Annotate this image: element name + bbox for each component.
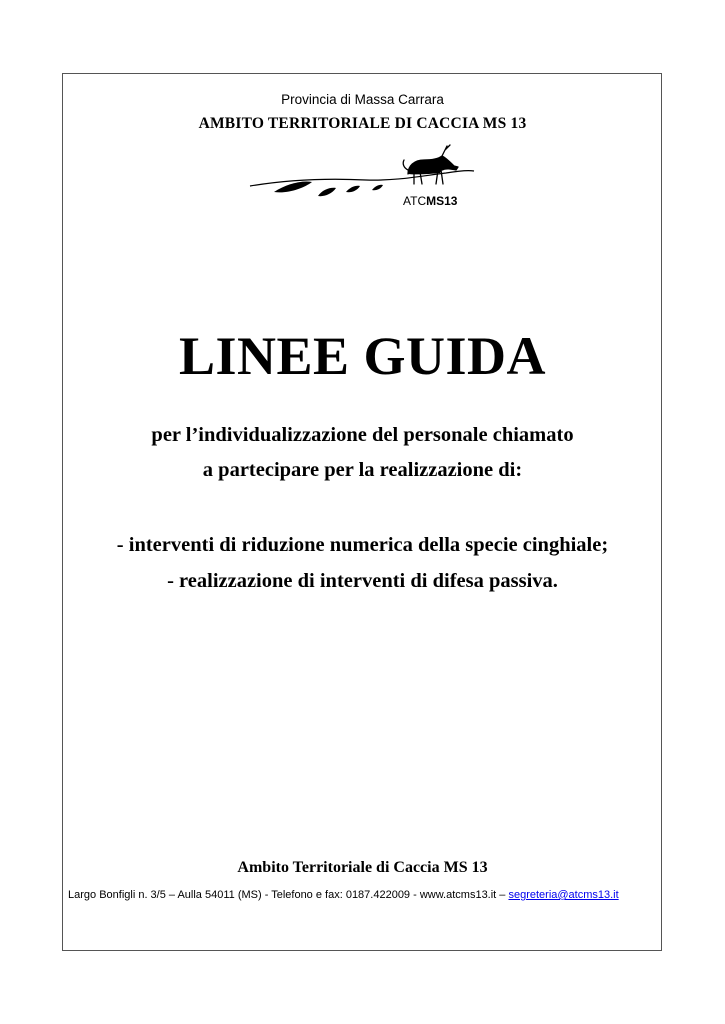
logo-ground-line-icon	[250, 171, 474, 186]
intervention-item-boar-reduction: - interventi di riduzione numerica della specie cinghiale;	[116, 534, 609, 556]
logo-leaf-icon	[346, 186, 360, 193]
document-title: LINEE GUIDA	[178, 326, 547, 386]
footer-address-text: Largo Bonfigli n. 3/5 – Aulla 54011 (MS) - Telefono e fax: 0187.422009 - www.atcms13.it –	[68, 889, 509, 901]
organization-heading: AMBITO TERRITORIALE DI CACCIA MS 13	[198, 115, 527, 132]
subtitle-line-1: per l’individualizzazione del personale chiamato	[151, 424, 574, 446]
province-name: Provincia di Massa Carrara	[281, 92, 444, 107]
logo-text: ATCMS13	[403, 194, 458, 208]
subtitle-line-2: a partecipare per la realizzazione di:	[202, 459, 523, 481]
logo-leaf-icon	[372, 185, 383, 191]
logo-leaf-icon	[274, 181, 312, 192]
footer-contact-line	[68, 889, 619, 901]
logo-leaf-icon	[318, 188, 336, 196]
email-link[interactable]: segreteria@atcms13.it	[508, 889, 619, 901]
footer-organization: Ambito Territoriale di Caccia MS 13	[237, 859, 488, 876]
atc-ms13-logo	[246, 140, 476, 212]
intervention-item-passive-defense: - realizzazione di interventi di difesa passiva.	[167, 570, 558, 592]
